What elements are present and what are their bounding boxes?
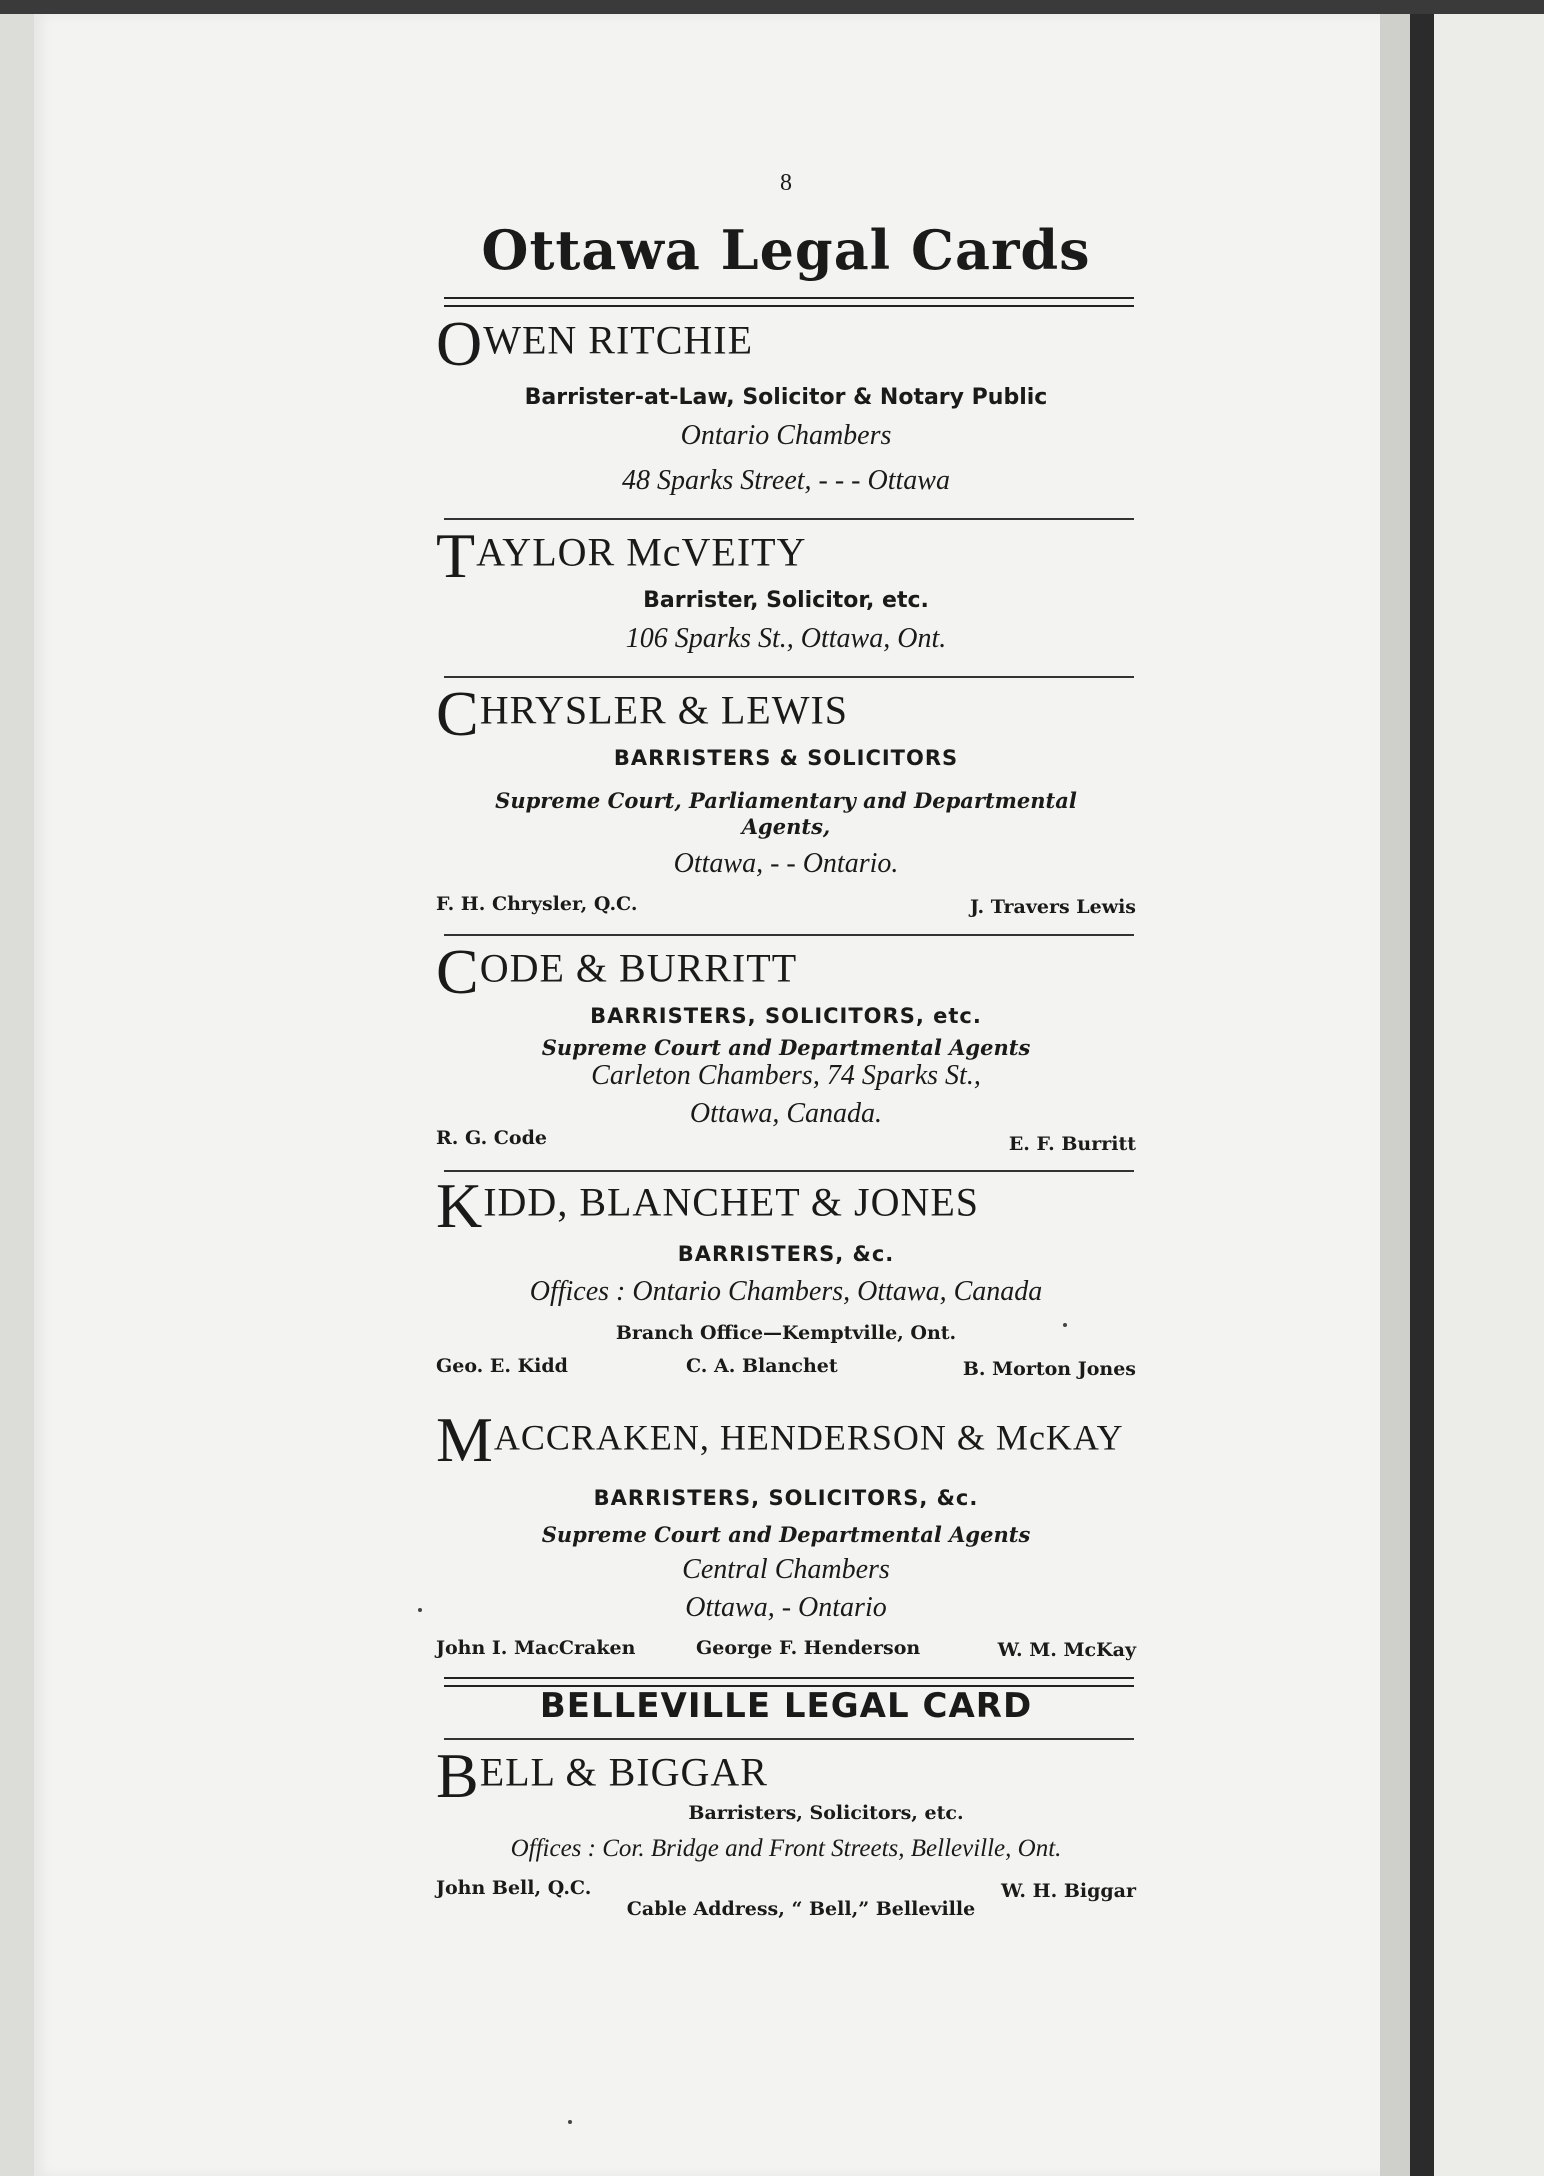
card-bell-partner-2: W. H. Biggar (1001, 1880, 1136, 1902)
card-name-bell-biggar: BELL & BIGGAR (436, 1740, 768, 1811)
card-code-location: Ottawa, Canada. (689, 1098, 883, 1129)
card-code-chambers: Carleton Chambers, 74 Sparks St., (591, 1060, 981, 1091)
card-maccraken-partner-2: George F. Henderson (696, 1637, 921, 1659)
card-name-maccraken-henderson-mckay: MACCRAKEN, HENDERSON & McKAY (436, 1404, 1124, 1475)
card-kidd-offices: Offices : Ontario Chambers, Ottawa, Canada (529, 1276, 1043, 1307)
card-ritchie-chambers: Ontario Chambers (680, 420, 892, 451)
scan-speck (568, 2120, 572, 2124)
card-name-chrysler-lewis: CHRYSLER & LEWIS (436, 678, 849, 749)
card-name-code-burritt: CODE & BURRITT (436, 936, 798, 1007)
card-chrysler-agents: Supreme Court, Parliamentary and Departmental (495, 788, 1077, 813)
book-spine (1410, 14, 1434, 2176)
card-divider (444, 676, 1134, 678)
card-maccraken-agents: Supreme Court and Departmental Agents (541, 1522, 1031, 1547)
card-bell-partner-1: John Bell, Q.C. (436, 1877, 592, 1899)
card-kidd-title: BARRISTERS, &c. (677, 1242, 895, 1266)
title-rule (444, 297, 1134, 307)
card-maccraken-partner-1: John I. MacCraken (436, 1637, 636, 1659)
card-kidd-partner-2: C. A. Blanchet (686, 1355, 838, 1377)
card-bell-offices: Offices : Cor. Bridge and Front Streets, Belleville, Ont. (510, 1835, 1062, 1862)
card-name-mcveity: TAYLOR McVEITY (436, 520, 807, 591)
card-divider (444, 934, 1134, 936)
card-code-partner-1: R. G. Code (436, 1127, 547, 1149)
card-chrysler-partner-1: F. H. Chrysler, Q.C. (436, 893, 638, 915)
card-maccraken-title: BARRISTERS, SOLICITORS, &c. (593, 1486, 979, 1510)
scan-speck (1063, 1323, 1067, 1327)
card-chrysler-location: Ottawa, - - Ontario. (673, 848, 899, 879)
card-name-kidd-blanchet-jones: KIDD, BLANCHET & JONES (436, 1170, 980, 1241)
card-divider (444, 518, 1134, 520)
card-kidd-branch: Branch Office—Kemptville, Ont. (615, 1322, 957, 1344)
page-title: Ottawa Legal Cards (481, 218, 1091, 282)
card-code-partner-2: E. F. Burritt (1008, 1133, 1136, 1155)
scan-speck (418, 1608, 422, 1612)
facing-page-edge (1434, 14, 1544, 2176)
card-mcveity-address: 106 Sparks St., Ottawa, Ont. (625, 623, 947, 654)
card-maccraken-partner-3: W. M. McKay (997, 1639, 1136, 1661)
card-name-ritchie: OWEN RITCHIE (436, 308, 754, 379)
card-code-title: BARRISTERS, SOLICITORS, etc. (590, 1004, 982, 1028)
scan-top-edge (0, 0, 1544, 14)
card-code-agents: Supreme Court and Departmental Agents (541, 1035, 1031, 1060)
card-chrysler-partner-2: J. Travers Lewis (970, 896, 1136, 918)
section-title-belleville: BELLEVILLE LEGAL CARD (539, 1686, 1033, 1726)
section-rule-under (444, 1738, 1134, 1740)
page-number: 8 (780, 170, 792, 196)
card-mcveity-title: Barrister, Solicitor, etc. (643, 588, 929, 613)
card-bell-cable: Cable Address, “ Bell,” Belleville (626, 1898, 976, 1920)
card-bell-title: Barristers, Solicitors, etc. (688, 1802, 964, 1824)
card-chrysler-agents-cont: Agents, (741, 814, 831, 839)
card-kidd-partner-1: Geo. E. Kidd (436, 1355, 568, 1377)
card-divider (444, 1170, 1134, 1172)
card-ritchie-title: Barrister-at-Law, Solicitor & Notary Public (524, 385, 1048, 410)
card-maccraken-chambers: Central Chambers (682, 1554, 890, 1585)
card-maccraken-location: Ottawa, - Ontario (685, 1592, 887, 1623)
page-gutter (1380, 14, 1410, 2176)
card-chrysler-title: BARRISTERS & SOLICITORS (613, 746, 959, 770)
card-ritchie-address: 48 Sparks Street, - - - Ottawa (622, 465, 950, 496)
card-kidd-partner-3: B. Morton Jones (962, 1358, 1136, 1380)
